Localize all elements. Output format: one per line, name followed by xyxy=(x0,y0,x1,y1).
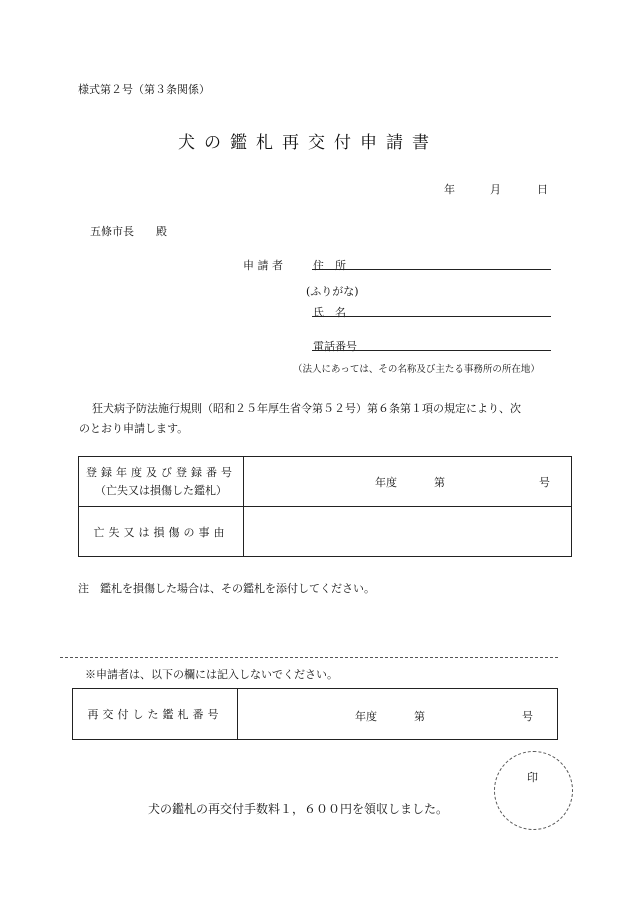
body-line-1: 狂犬病予防法施行規則（昭和２５年厚生省令第５２号）第６条第１項の規定により、次 xyxy=(92,402,521,415)
name-label: 氏 名 xyxy=(313,306,346,319)
addressee: 五條市長 殿 xyxy=(90,225,167,238)
registration-dai: 第 xyxy=(434,476,445,489)
applicant-label: 申 請 者 xyxy=(243,259,283,272)
reissue-go: 号 xyxy=(522,710,533,723)
reissue-nendo: 年度 xyxy=(355,710,377,723)
address-label: 住 所 xyxy=(313,259,346,272)
date-day: 日 xyxy=(537,183,548,196)
reason-value-cell[interactable] xyxy=(244,507,572,557)
application-table xyxy=(78,456,572,557)
seal-circle xyxy=(494,751,573,830)
body-line-2: のとおり申請します。 xyxy=(79,422,189,435)
registration-go: 号 xyxy=(539,476,550,489)
reissue-dai: 第 xyxy=(414,710,425,723)
corp-note: （法人にあっては、その名称及び主たる事務所の所在地） xyxy=(293,364,540,375)
reissue-value-cell[interactable] xyxy=(238,689,558,740)
registration-sublabel: （亡失又は損傷した鑑札） xyxy=(95,483,227,497)
name-field[interactable] xyxy=(312,316,551,317)
fee-receipt: 犬の鑑札の再交付手数料１，６００円を領収しました。 xyxy=(148,802,449,816)
office-notice: ※申請者は、以下の欄には記入しないでください。 xyxy=(85,668,338,681)
cut-line xyxy=(60,657,558,658)
registration-label-cell xyxy=(79,457,244,507)
date-year: 年 xyxy=(444,183,455,196)
date-month: 月 xyxy=(490,183,501,196)
office-table xyxy=(72,688,558,740)
phone-field[interactable] xyxy=(312,350,551,351)
page-title: 犬の鑑札再交付申請書 xyxy=(178,133,438,153)
table-row xyxy=(73,689,558,740)
address-field[interactable] xyxy=(312,269,551,270)
registration-nendo: 年度 xyxy=(375,476,397,489)
table-row xyxy=(79,507,572,557)
reason-label-cell xyxy=(79,507,244,557)
furigana-label: (ふりがな) xyxy=(306,285,359,298)
form-number: 様式第２号（第３条関係） xyxy=(78,83,210,96)
registration-label: 登録年度及び登録番号 xyxy=(86,465,236,479)
reissue-label: 再交付した鑑札番号 xyxy=(87,708,223,721)
reason-label: 亡失又は損傷の事由 xyxy=(93,525,229,539)
seal-mark: 印 xyxy=(527,771,538,784)
table-row xyxy=(79,457,572,507)
reissue-label-cell xyxy=(73,689,238,740)
phone-label: 電話番号 xyxy=(313,340,357,353)
registration-value-cell[interactable] xyxy=(244,457,572,507)
attachment-note: 注 鑑札を損傷した場合は、その鑑札を添付してください。 xyxy=(78,582,375,595)
